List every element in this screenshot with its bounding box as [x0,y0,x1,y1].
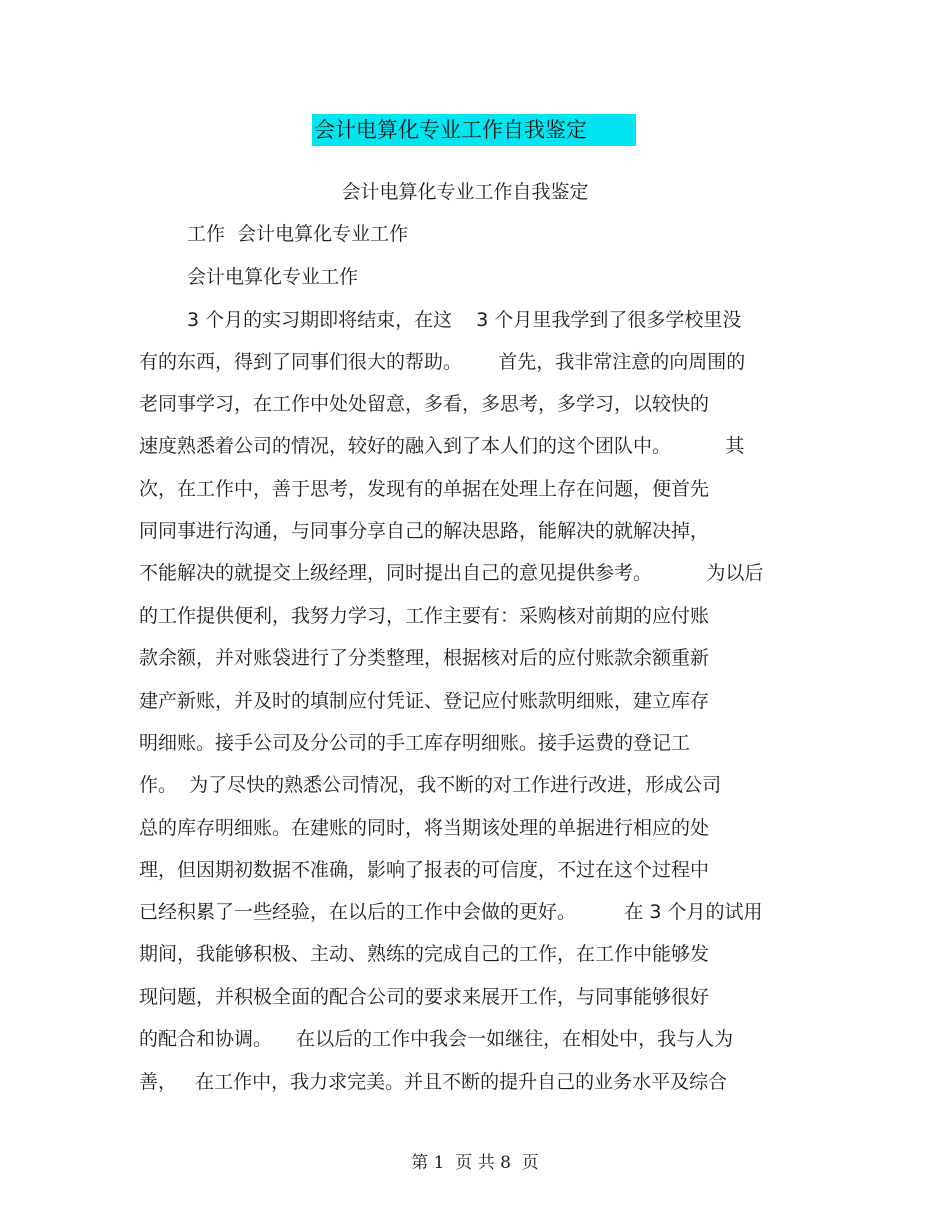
text-line: 次，在工作中，善于思考，发现有的单据在处理上存在问题，便首先 [139,478,710,500]
text-line: 工作 会计电算化专业工作 [187,223,409,245]
text-line: 建产新账，并及时的填制应付凭证、登记应付账款明细账，建立库存 [139,690,710,712]
document-subtitle: 会计电算化专业工作自我鉴定 [341,181,589,203]
text-line: 同同事进行沟通，与同事分享自己的解决思路，能解决的就解决掉， [139,520,710,542]
text-line: 老同事学习，在工作中处处留意，多看，多思考，多学习，以较快的 [139,393,710,415]
text-line: 速度熟悉着公司的情况，较好的融入到了本人们的这个团队中。 其 [139,435,745,457]
text-line: 总的库存明细账。在建账的同时，将当期该处理的单据进行相应的处 [139,817,710,839]
text-line: 期间，我能够积极、主动、熟练的完成自己的工作，在工作中能够发 [139,943,710,965]
text-line: 明细账。接手公司及分公司的手工库存明细账。接手运费的登记工 [139,732,691,754]
text-line: 有的东西，得到了同事们很大的帮助。 首先，我非常注意的向周围的 [139,351,746,373]
text-line: 会计电算化专业工作 [187,266,359,288]
text-line: 3 个月的实习期即将结束，在这 3 个月里我学到了很多学校里没 [187,309,742,331]
text-line: 现问题，并积极全面的配合公司的要求来展开工作，与同事能够很好 [139,986,710,1008]
text-line: 善， 在工作中，我力求完美。并且不断的提升自己的业务水平及综合 [139,1071,728,1093]
text-line: 不能解决的就提交上级经理，同时提出自己的意见提供参考。 为以后 [139,562,764,584]
text-line: 作。 为了尽快的熟悉公司情况，我不断的对工作进行改进，形成公司 [139,774,722,796]
text-line: 的配合和协调。 在以后的工作中我会一如继往，在相处中，我与人为 [139,1028,734,1050]
text-line: 已经积累了一些经验，在以后的工作中会做的更好。 在 3 个月的试用 [139,901,763,923]
text-line: 理，但因期初数据不准确，影响了报表的可信度，不过在这个过程中 [139,859,710,881]
text-line: 的工作提供便利，我努力学习，工作主要有：采购核对前期的应付账 [139,605,710,627]
highlighted-title: 会计电算化专业工作自我鉴定 [312,114,636,146]
text-line: 款余额，并对账袋进行了分类整理，根据核对后的应付账款余额重新 [139,647,710,669]
page-footer: 第 1 页 共 8 页 [411,1153,539,1173]
